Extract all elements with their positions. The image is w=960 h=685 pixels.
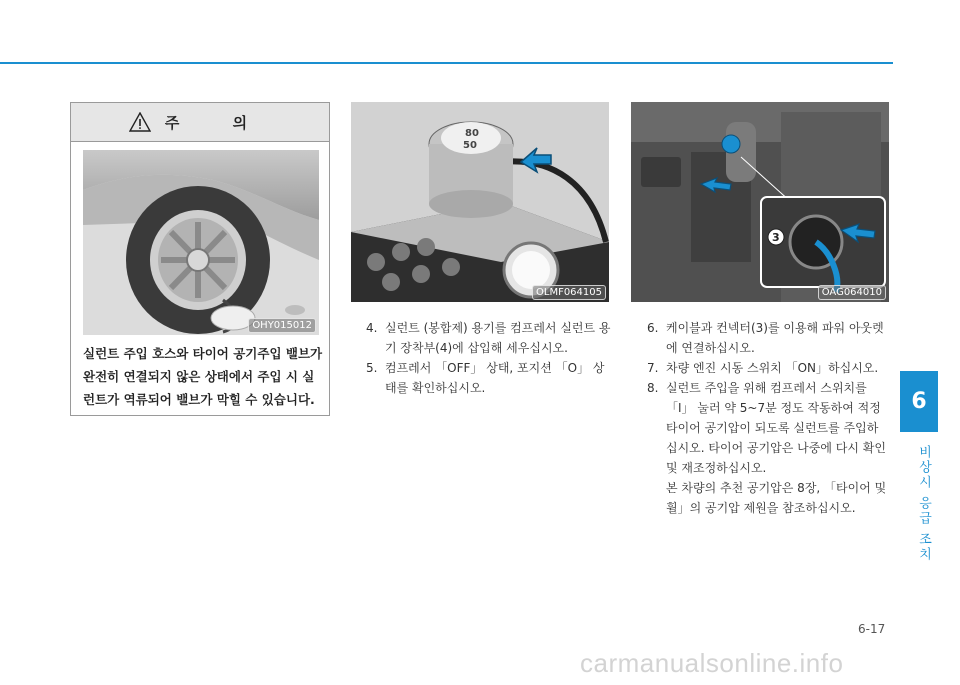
- caution-text: 실런트 주입 호스와 타이어 공기주입 밸브가 완전히 연결되지 않은 상태에서 주입 시 실런트가 역류되어 밸브가 막힐 수 있습니다.: [83, 346, 323, 407]
- step-number: 4.: [366, 321, 378, 335]
- step-text: 컴프레서 「OFF」 상태, 포지션 「O」 상태를 확인하십시오.: [385, 361, 605, 395]
- step-text: 차량 엔진 시동 스위치 「ON」하십시오.: [666, 361, 879, 375]
- caution-header: [71, 103, 329, 142]
- chapter-label: 비상시 응급 조치: [916, 445, 931, 563]
- gauge-mark-80: 80: [465, 128, 479, 139]
- tire-hose-illustration: [83, 150, 319, 335]
- compressor-photo: [351, 102, 609, 302]
- compressor-illustration: [351, 102, 609, 302]
- console-photo: [631, 102, 889, 302]
- step-number: 6.: [647, 321, 659, 335]
- step-note: 본 차량의 추천 공기압은 8장, 「타이어 및 휠」의 공기압 제원을 참조하십시오.: [666, 481, 887, 515]
- step-text: 실런트 주입을 위해 컴프레서 스위치를 「I」 눌러 약 5~7분 정도 작동하여 적정 타이어 공기압이 되도록 실런트를 주입하십시오. 타이어 공기압은 나중에 다시 확인 및 재조정하십시오.: [666, 381, 886, 475]
- step-text: 실런트 (봉합제) 용기를 컴프레서 실런트 용기 장착부(4)에 삽입해 세우십시오.: [385, 321, 611, 355]
- console-illustration: [631, 102, 889, 302]
- watermark: carmanualsonline.info: [580, 648, 844, 678]
- step-item: [366, 358, 616, 398]
- step-text: 케이블과 컨넥터(3)를 이용해 파워 아웃렛에 연결하십시오.: [666, 321, 884, 355]
- step-item: [366, 318, 616, 358]
- warning-triangle-icon: [129, 112, 151, 132]
- step-number: 7.: [647, 361, 659, 375]
- caution-title: 주 의: [164, 113, 272, 132]
- gauge-mark-50: 50: [463, 140, 477, 151]
- header-rule: [0, 62, 893, 64]
- caution-illustration: [83, 150, 319, 335]
- figure-code: OAG064010: [818, 285, 886, 300]
- caution-box: [70, 102, 330, 416]
- step-item: [647, 358, 887, 378]
- step-number: 8.: [647, 381, 659, 395]
- page-number: 6-17: [858, 622, 886, 636]
- steps-list-right: [647, 318, 887, 518]
- callout-number: 3: [772, 231, 780, 244]
- chapter-tab[interactable]: 6: [900, 371, 938, 432]
- step-number: 5.: [366, 361, 378, 375]
- steps-list-middle: [366, 318, 616, 398]
- figure-code: OLMF064105: [532, 285, 606, 300]
- step-item: [647, 318, 887, 358]
- figure-code: OHY015012: [248, 318, 316, 333]
- step-item: [647, 378, 887, 478]
